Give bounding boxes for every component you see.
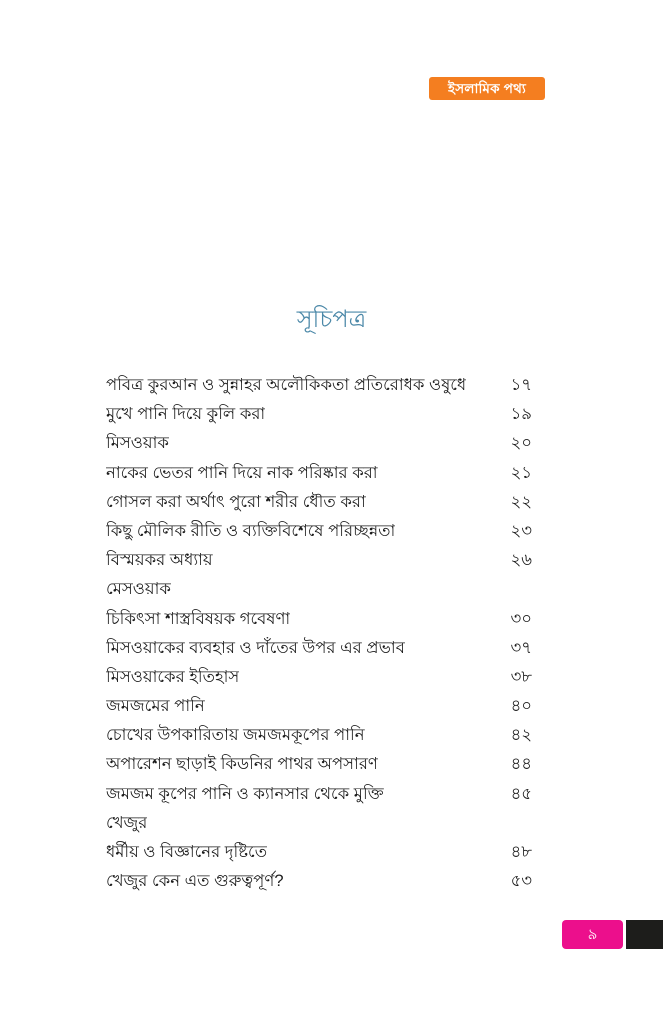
toc-entry-title: বিস্ময়কর অধ্যায়	[106, 551, 213, 570]
toc-entry-title: নাকের ভেতর পানি দিয়ে নাক পরিষ্কার করা	[106, 463, 378, 482]
toc-section-heading[interactable]	[106, 810, 532, 839]
toc-entry-page-number: ২২	[510, 492, 532, 511]
toc-entry-title: অপারেশন ছাড়াই কিডনির পাথর অপসারণ	[106, 755, 378, 774]
toc-entry[interactable]	[106, 401, 532, 430]
footer-black-block	[626, 920, 663, 949]
toc-entry-title: চোখের উপকারিতায় জমজমকূপের পানি	[106, 726, 365, 745]
toc-entry[interactable]	[106, 781, 532, 810]
toc-entry[interactable]	[106, 868, 532, 897]
footer-page-number-badge	[562, 920, 623, 949]
toc-entry[interactable]	[106, 606, 532, 635]
toc-entry-page-number: ২০	[510, 434, 532, 453]
toc-entry-title: পবিত্র কুরআন ও সুন্নাহর অলৌকিকতা প্রতিরোধক ওষুধে	[106, 376, 467, 394]
toc-entry-page-number: ৩০	[510, 609, 532, 628]
toc-entry-title: জমজমের পানি	[106, 697, 205, 716]
toc-entry-title: মুখে পানি দিয়ে কুলি করা	[106, 405, 266, 424]
toc-entry-title: কিছু মৌলিক রীতি ও ব্যক্তিবিশেষে পরিচ্ছন্নতা	[106, 521, 396, 540]
toc-entry-page-number: ৪৮	[510, 843, 532, 861]
brand-badge	[429, 77, 545, 100]
toc-entry[interactable]	[106, 547, 532, 576]
toc-entry-title: গোসল করা অর্থাৎ পুরো শরীর ধৌত করা	[106, 492, 366, 511]
toc-entry-title: মিসওয়াক	[106, 434, 169, 453]
toc-entry-title: খেজুর কেন এত গুরুত্বপূর্ণ?	[106, 872, 284, 891]
toc-entry-page-number: ৪৪	[510, 755, 532, 774]
toc-entry[interactable]	[106, 664, 532, 693]
toc-entry-page-number: ১৭	[510, 376, 532, 394]
toc-entry-title: ধর্মীয় ও বিজ্ঞানের দৃষ্টিতে	[106, 843, 268, 861]
toc-entry[interactable]	[106, 430, 532, 459]
toc-entry-title: মিসওয়াকের ইতিহাস	[106, 667, 240, 686]
toc-entry[interactable]	[106, 635, 532, 664]
toc-entry-page-number: ৩৮	[510, 667, 532, 686]
toc-entry-page-number: ৪৫	[510, 784, 532, 803]
table-of-contents-list	[106, 372, 532, 897]
toc-entry[interactable]	[106, 372, 532, 401]
toc-entry[interactable]	[106, 460, 532, 489]
toc-entry-title: মেসওয়াক	[106, 580, 171, 599]
toc-entry-page-number: ৪০	[510, 697, 532, 716]
toc-entry-title: চিকিৎসা শাস্ত্রবিষয়ক গবেষণা	[106, 609, 291, 628]
toc-entry[interactable]	[106, 489, 532, 518]
toc-entry[interactable]	[106, 722, 532, 751]
footer-page-number-label: ৯	[587, 926, 598, 943]
toc-entry-page-number: ২৬	[510, 551, 532, 570]
toc-entry[interactable]	[106, 751, 532, 780]
brand-badge-label: ইসলামিক পথ্য	[448, 80, 526, 96]
toc-section-heading[interactable]	[106, 576, 532, 605]
toc-entry-title: খেজুর	[106, 813, 148, 832]
page-title: সূচিপত্র	[296, 306, 367, 333]
toc-entry-title: মিসওয়াকের ব্যবহার ও দাঁতের উপর এর প্রভাব	[106, 638, 405, 657]
toc-entry[interactable]	[106, 518, 532, 547]
toc-entry-page-number: ১৯	[510, 405, 532, 424]
toc-entry-page-number: ২৩	[510, 521, 532, 540]
toc-entry-page-number: ২১	[510, 463, 532, 482]
toc-entry[interactable]	[106, 839, 532, 868]
toc-entry-page-number: ৪২	[510, 726, 532, 745]
toc-entry-page-number: ৩৭	[510, 638, 532, 657]
toc-entry[interactable]	[106, 693, 532, 722]
toc-entry-page-number: ৫৩	[510, 872, 532, 891]
toc-entry-title: জমজম কূপের পানি ও ক্যানসার থেকে মুক্তি	[106, 784, 384, 803]
